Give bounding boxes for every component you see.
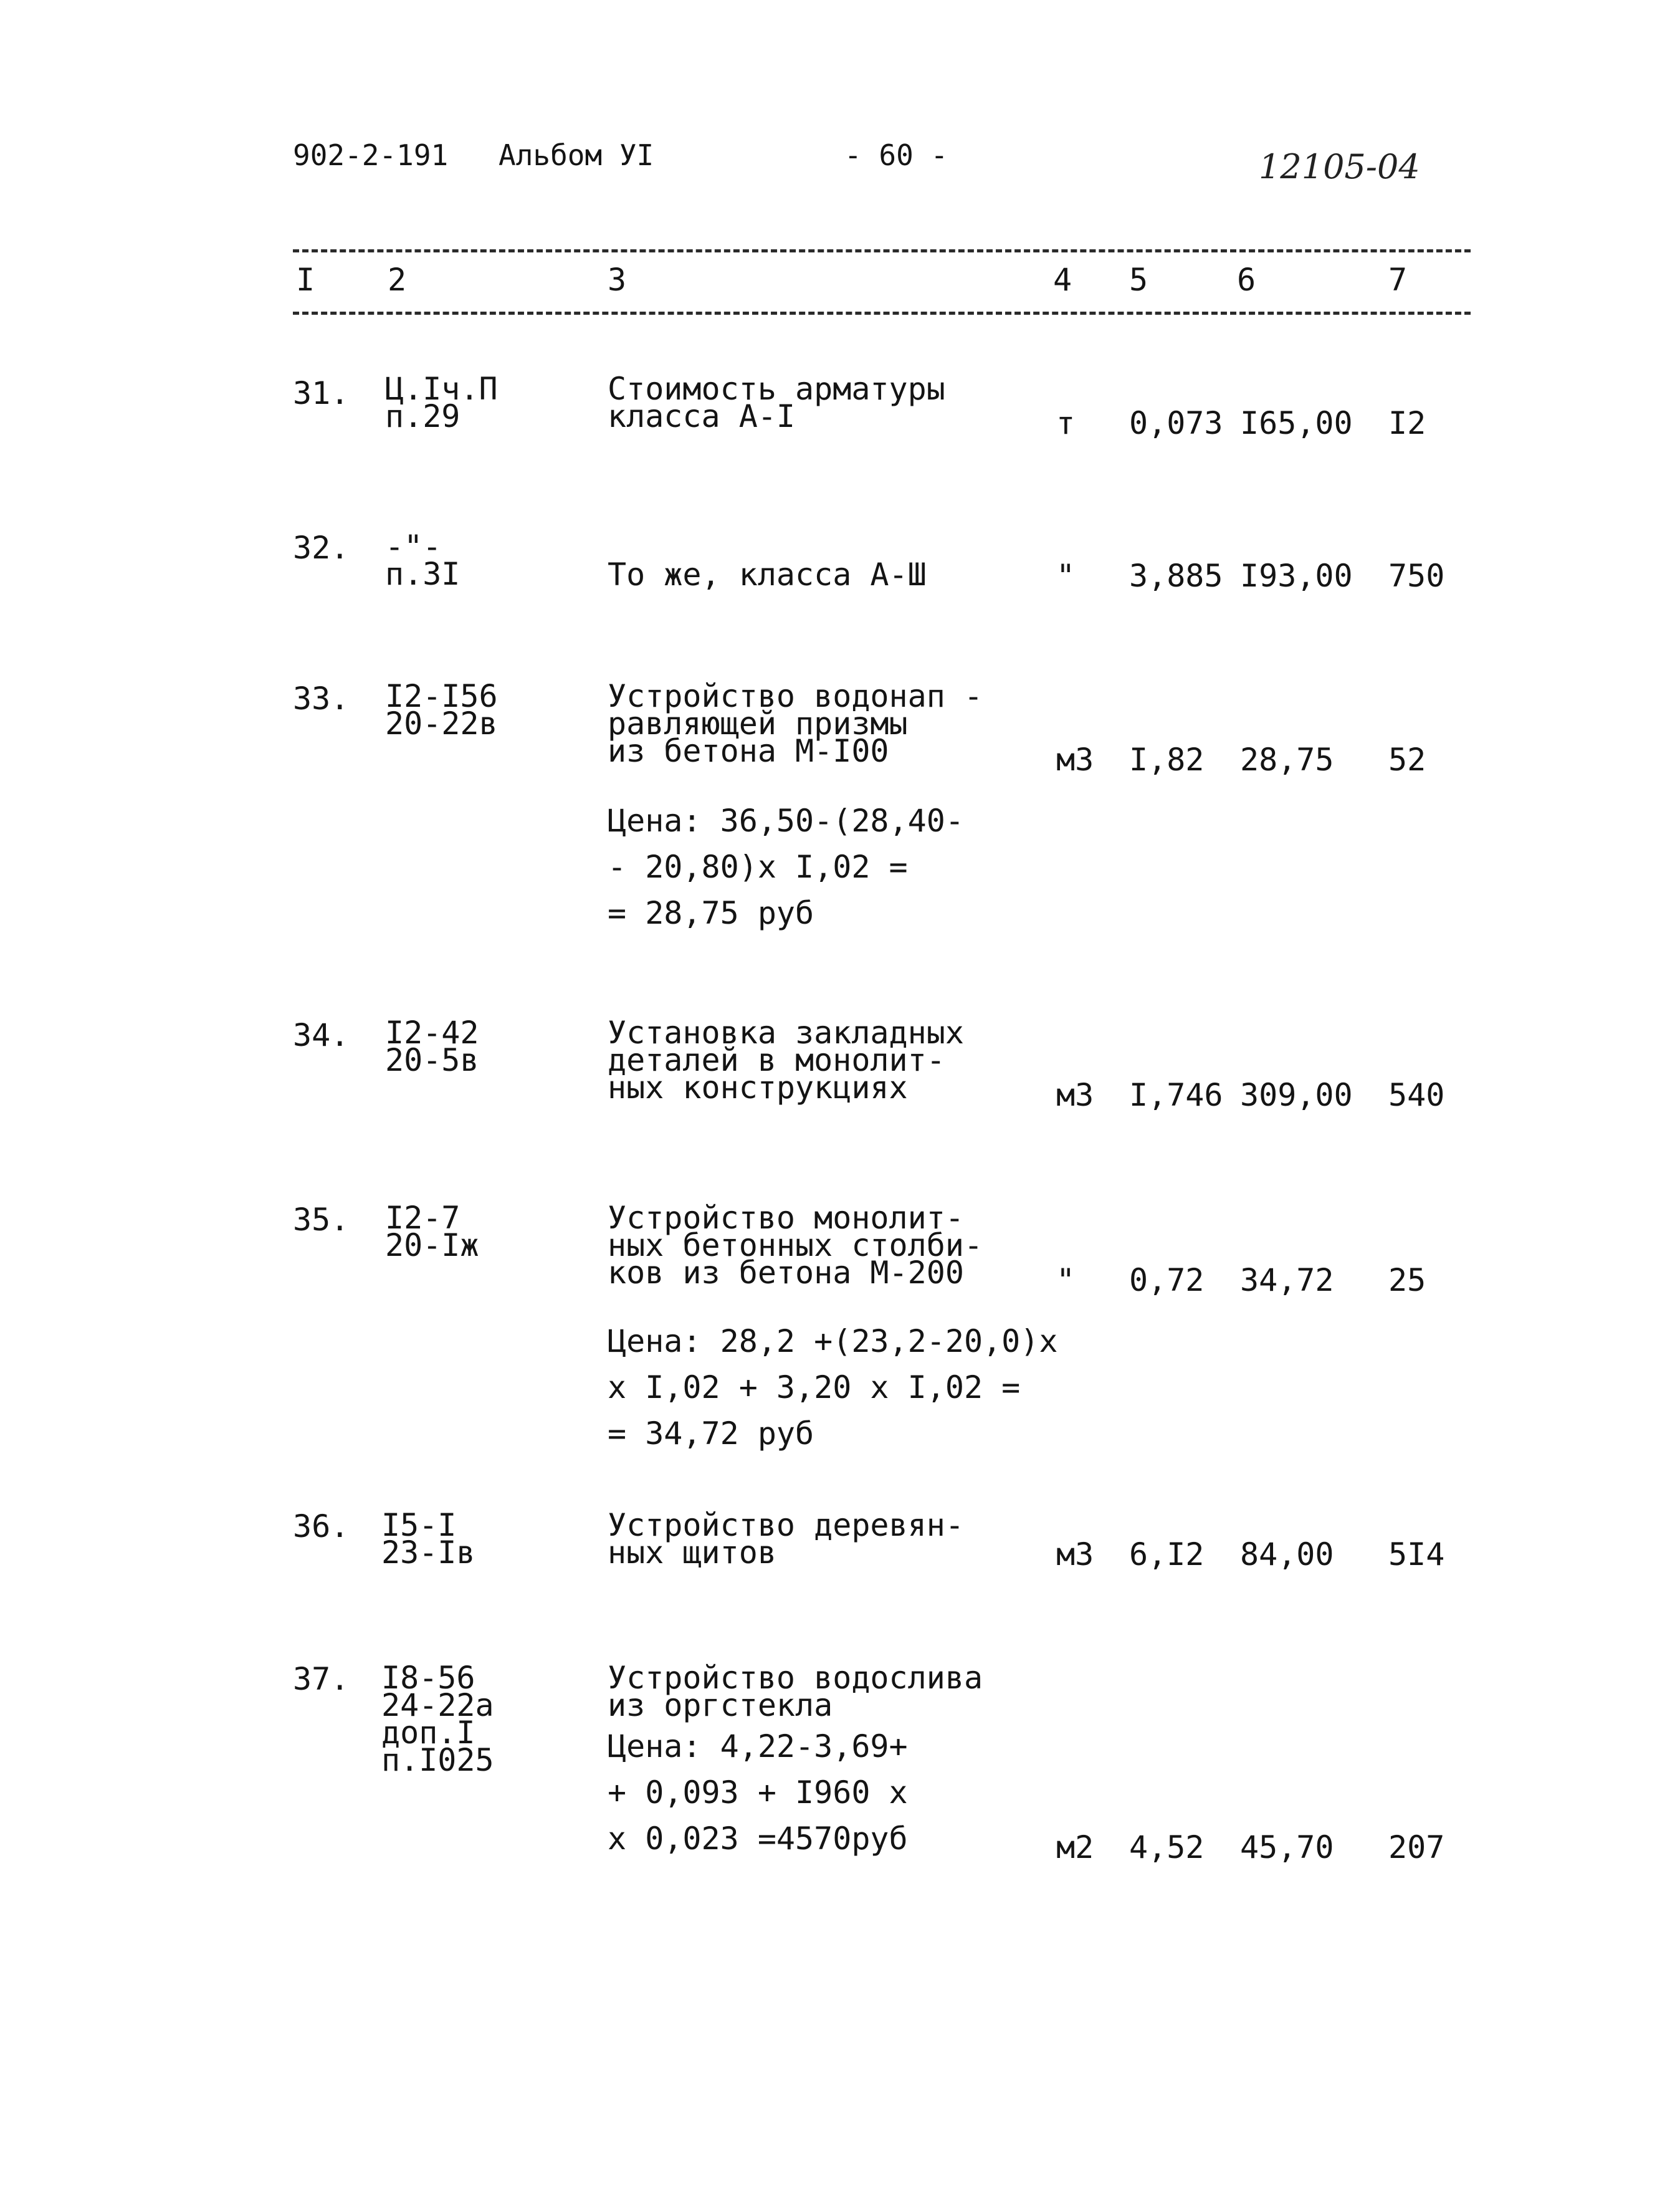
row-number: 31. xyxy=(293,375,350,411)
quantity: 3,885 xyxy=(1129,558,1223,594)
quantity: 6,I2 xyxy=(1129,1536,1205,1573)
document-code: 902-2-191 xyxy=(293,138,449,172)
item-description: Устройство деревян- ных щитов xyxy=(608,1507,964,1571)
unit-price: I65,00 xyxy=(1240,405,1353,441)
item-description: Устройство водонап - равляющей призмы из бетона М-I00 xyxy=(608,678,983,769)
rate-code: I2-I56 20-22в xyxy=(385,678,498,742)
quantity: I,82 xyxy=(1129,742,1205,778)
page-number: - 60 - xyxy=(844,138,948,172)
unit-price: I93,00 xyxy=(1240,558,1353,594)
rate-code: I2-42 20-5в xyxy=(385,1015,479,1078)
rate-code: Ц.Iч.П п.29 xyxy=(385,371,498,434)
row-number: 32. xyxy=(293,530,350,566)
rate-code: I5-I 23-Iв xyxy=(381,1507,475,1571)
album-label: Альбом УI xyxy=(499,138,654,172)
row-number: 37. xyxy=(293,1661,350,1697)
column-header-7: 7 xyxy=(1388,262,1408,298)
row-number: 36. xyxy=(293,1508,350,1544)
unit-price: 34,72 xyxy=(1240,1262,1334,1298)
total-cost: 540 xyxy=(1388,1077,1445,1113)
quantity: 0,073 xyxy=(1129,405,1223,441)
item-description: Установка закладных деталей в монолит- ных конструкциях xyxy=(608,1015,964,1106)
column-header-4: 4 xyxy=(1053,262,1072,298)
unit-price: 45,70 xyxy=(1240,1829,1334,1865)
column-header-3: 3 xyxy=(608,262,627,298)
total-cost: 750 xyxy=(1388,558,1445,594)
quantity: 0,72 xyxy=(1129,1262,1205,1298)
price-calculation: Цена: 28,2 +(23,2-20,0)х х I,02 + 3,20 х I,02 = = 34,72 руб xyxy=(608,1323,1058,1452)
row-number: 33. xyxy=(293,681,350,717)
total-cost: 5I4 xyxy=(1388,1536,1445,1573)
unit-price: 309,00 xyxy=(1240,1077,1353,1113)
total-cost: 207 xyxy=(1388,1829,1445,1865)
item-description: Устройство водослива из оргстекла xyxy=(608,1660,983,1723)
column-header-5: 5 xyxy=(1129,262,1148,298)
item-description: Стоимость арматуры класса А-I xyxy=(608,371,945,434)
rate-code: I8-56 24-22а доп.I п.I025 xyxy=(381,1660,494,1778)
unit: " xyxy=(1056,1262,1076,1298)
column-header-2: 2 xyxy=(388,262,407,298)
handwritten-number: 12105-04 xyxy=(1259,147,1420,186)
unit: т xyxy=(1056,405,1076,441)
row-number: 34. xyxy=(293,1017,350,1053)
unit-price: 84,00 xyxy=(1240,1536,1334,1573)
header-top-rule xyxy=(293,249,1471,252)
column-header-6: 6 xyxy=(1237,262,1256,298)
price-calculation: Цена: 4,22-3,69+ + 0,093 + I960 х х 0,023 =4570руб xyxy=(608,1728,908,1857)
quantity: 4,52 xyxy=(1129,1829,1205,1865)
quantity: I,746 xyxy=(1129,1077,1223,1113)
item-description: То же, класса А-Ш xyxy=(608,557,927,593)
unit: м3 xyxy=(1056,742,1094,778)
unit: " xyxy=(1056,558,1076,594)
header-bottom-rule xyxy=(293,312,1471,315)
unit-price: 28,75 xyxy=(1240,742,1334,778)
column-header-1: I xyxy=(296,262,315,298)
unit: м2 xyxy=(1056,1829,1094,1865)
unit: м3 xyxy=(1056,1077,1094,1113)
item-description: Устройство монолит- ных бетонных столби- ков из бетона М-200 xyxy=(608,1200,983,1291)
total-cost: I2 xyxy=(1388,405,1426,441)
rate-code: -"- п.3I xyxy=(385,529,461,592)
total-cost: 25 xyxy=(1388,1262,1426,1298)
rate-code: I2-7 20-Iж xyxy=(385,1200,479,1263)
unit: м3 xyxy=(1056,1536,1094,1573)
total-cost: 52 xyxy=(1388,742,1426,778)
row-number: 35. xyxy=(293,1202,350,1238)
price-calculation: Цена: 36,50-(28,40- - 20,80)х I,02 = = 28,75 руб xyxy=(608,803,964,931)
